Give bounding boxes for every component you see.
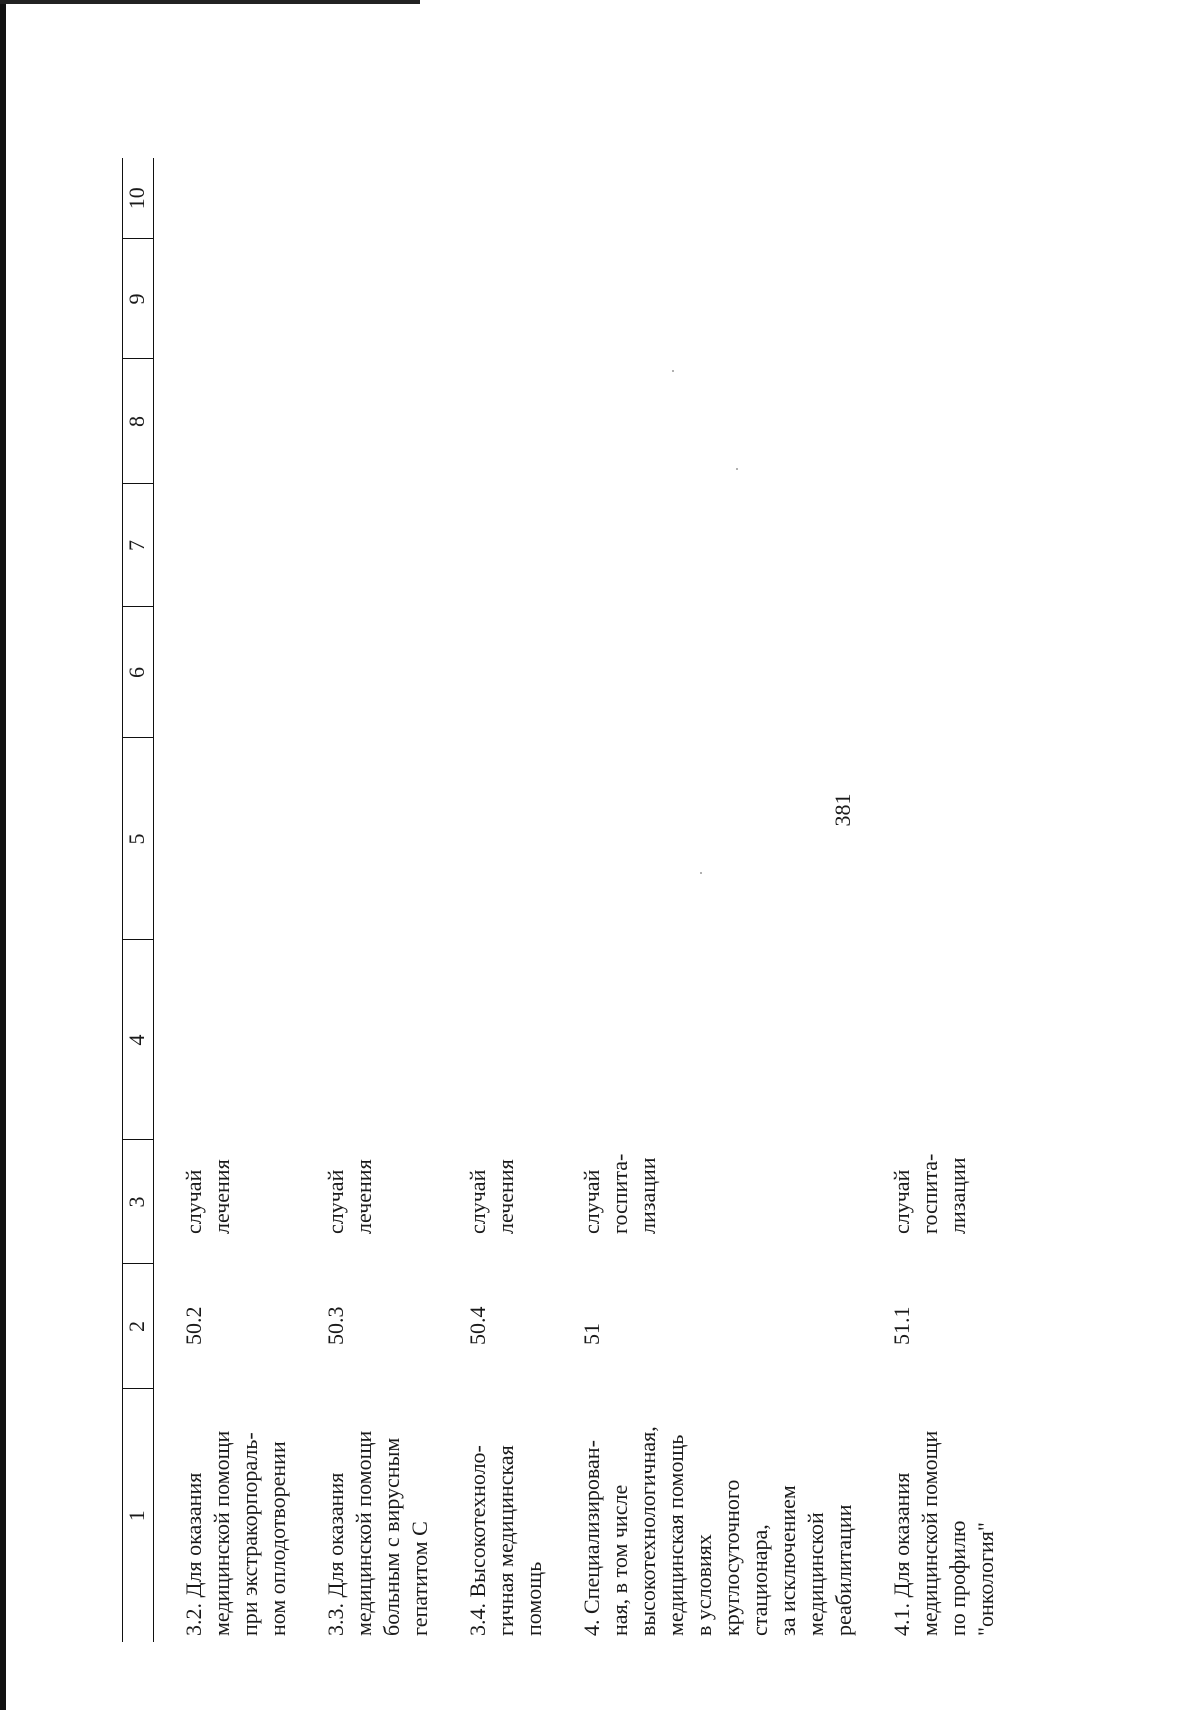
col-header-4: 4: [123, 940, 154, 1140]
row-name: 3.3. Для оказания медицинской помощи больным с вирусным гепатитом С: [323, 1430, 432, 1636]
table-row: [888, 158, 1030, 1642]
row-unit: случай лечения: [181, 1159, 234, 1234]
table-row: [578, 158, 888, 1642]
data-table: [122, 158, 1030, 1642]
col-header-7: 7: [123, 484, 154, 607]
col-header-9: 9: [123, 239, 154, 359]
row-unit: случай госпита- лизации: [889, 1153, 970, 1234]
row-code: 50.3: [323, 1306, 348, 1345]
row-code: 50.2: [181, 1306, 206, 1345]
table-row: [322, 158, 464, 1642]
row-code: 51: [579, 1323, 604, 1345]
row-unit: случай лечения: [323, 1159, 376, 1234]
row-unit: случай лечения: [465, 1159, 518, 1234]
row-name: 3.4. Высокотехноло- гичная медицинская помощь: [465, 1445, 546, 1636]
col-header-10: 10: [123, 158, 154, 239]
col-header-2: 2: [123, 1264, 154, 1389]
row-name: 4.1. Для оказания медицинской помощи по профилю "онкология": [889, 1430, 998, 1636]
header-row: [123, 158, 154, 1642]
row-code: 50.4: [465, 1306, 490, 1345]
row-unit: случай госпита- лизации: [579, 1153, 660, 1234]
table-row: [464, 158, 578, 1642]
col-header-3: 3: [123, 1140, 154, 1264]
col-header-6: 6: [123, 607, 154, 738]
page-number: 381: [830, 793, 855, 827]
row-code: 51.1: [889, 1306, 914, 1345]
row-name: 4. Специализирован- ная, в том числе высокотехнологичная, медицинская помощь в условиях круглосуточного стационара, за исключением медицинской реабилитации: [579, 1426, 856, 1636]
col-header-1: 1: [123, 1389, 154, 1642]
col-header-5: 5: [123, 738, 154, 940]
table-row: [154, 158, 323, 1642]
col-header-8: 8: [123, 359, 154, 484]
row-name: 3.2. Для оказания медицинской помощи при экстракорпораль- ном оплодотворении: [181, 1430, 290, 1636]
